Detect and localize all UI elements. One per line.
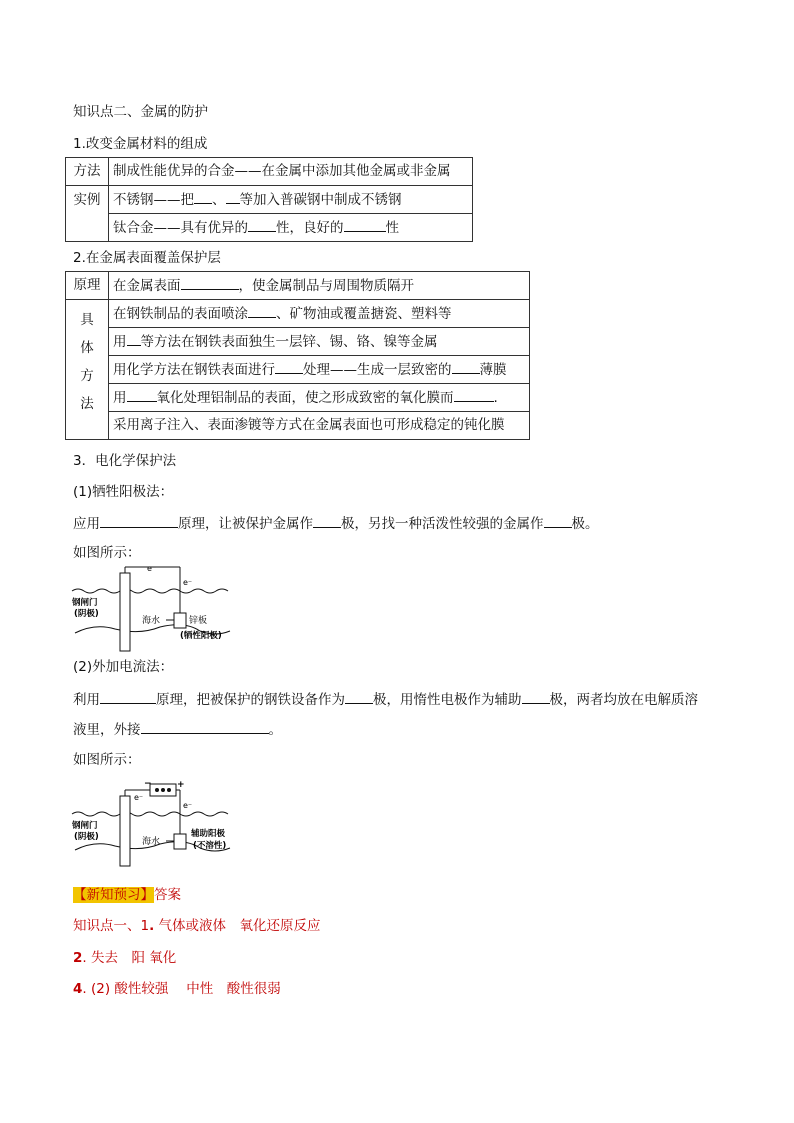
answer-line-2: 2. 失去 阳 氧化 <box>73 950 177 966</box>
fig1-gate-role: (阴极) <box>74 609 99 619</box>
section2-title: 2.在金属表面覆盖保护层 <box>73 250 221 266</box>
composition-table <box>65 157 473 242</box>
section3-title: 3．电化学保护法 <box>73 453 177 469</box>
fig2-electron-left: e⁻ <box>134 793 144 802</box>
sacrificial-anode-text: 应用 原理，让被保护金属作 极，另找一种活泼性较强的金属作 极。 <box>73 516 599 532</box>
coating-table <box>65 271 530 440</box>
fig2-electron-right: e⁻ <box>183 801 193 810</box>
impressed-current-text-line2: 液里，外接 。 <box>73 722 282 738</box>
method-text: 制成性能优异的合金——在金属中添加其他金属或非金属 <box>109 158 473 186</box>
example-titanium-row: 钛合金——具有优异的 性，良好的 性 <box>109 214 473 242</box>
fig2-anode-label: 辅助阳极 <box>191 829 226 839</box>
section1-title: 1.改变金属材料的组成 <box>73 136 208 152</box>
impressed-current-text-line1: 利用 原理，把被保护的钢铁设备作为 极，用惰性电极作为辅助 极，两者均放在电解质溶 <box>73 692 698 708</box>
method-label: 方法 <box>66 158 109 186</box>
answers-heading: 【新知预习】答案 <box>73 887 181 903</box>
figure-intro-2: 如图所示： <box>73 752 141 768</box>
fig2-seawater-label: 海水 <box>142 837 161 847</box>
impressed-current-diagram <box>70 778 245 870</box>
answer-line-1: 知识点一、1. 气体或液体 氧化还原反应 <box>73 918 321 934</box>
fig2-gate-role: (阴极) <box>74 832 99 842</box>
answer-line-3: 4. (2) 酸性较强 中性 酸性很弱 <box>73 981 281 997</box>
fig1-electron-right: e⁻ <box>183 578 193 587</box>
fig2-anode-role: (不溶性) <box>193 841 227 851</box>
principle-label: 原理 <box>66 272 109 300</box>
method-oxidation-row: 用 氧化处理铝制品的表面，使之形成致密的氧化膜而 . <box>109 384 530 412</box>
example-stainless-row: 不锈钢——把 、 等加入普碳钢中制成不锈钢 <box>109 186 473 214</box>
sacrificial-anode-title: (1)牺牲阳极法： <box>73 484 174 500</box>
example-label: 实例 <box>66 186 109 242</box>
sacrificial-anode-diagram <box>70 563 240 658</box>
fig2-minus-terminal: − <box>144 779 152 789</box>
fig2-gate-label: 钢闸门 <box>72 821 98 831</box>
fig1-zinc-role: (牺性阳极) <box>180 631 222 641</box>
specific-methods-label: 具 体 方 法 <box>66 300 109 440</box>
section-heading: 知识点二、金属的防护 <box>73 104 208 120</box>
fig1-electron-top: e⁻ <box>147 564 157 573</box>
fig2-plus-terminal: + <box>177 780 185 790</box>
impressed-current-title: (2)外加电流法： <box>73 659 174 675</box>
method-spray-row: 在钢铁制品的表面喷涂 、矿物油或覆盖搪瓷、塑料等 <box>109 300 530 328</box>
figure-intro-1: 如图所示： <box>73 545 141 561</box>
fig1-seawater-label: 海水 <box>142 616 161 626</box>
fig1-zinc-label: 锌板 <box>189 616 208 626</box>
principle-text: 在金属表面 ，使金属制品与周围物质隔开 <box>109 272 530 300</box>
fig1-gate-label: 钢闸门 <box>72 598 98 608</box>
method-chemical-row: 用化学方法在钢铁表面进行 处理——生成一层致密的 薄膜 <box>109 356 530 384</box>
method-ion-row: 采用离子注入、表面渗镀等方式在金属表面也可形成稳定的钝化膜 <box>109 412 530 440</box>
method-plating-row: 用 等方法在钢铁表面独生一层锌、锡、铬、镍等金属 <box>109 328 530 356</box>
